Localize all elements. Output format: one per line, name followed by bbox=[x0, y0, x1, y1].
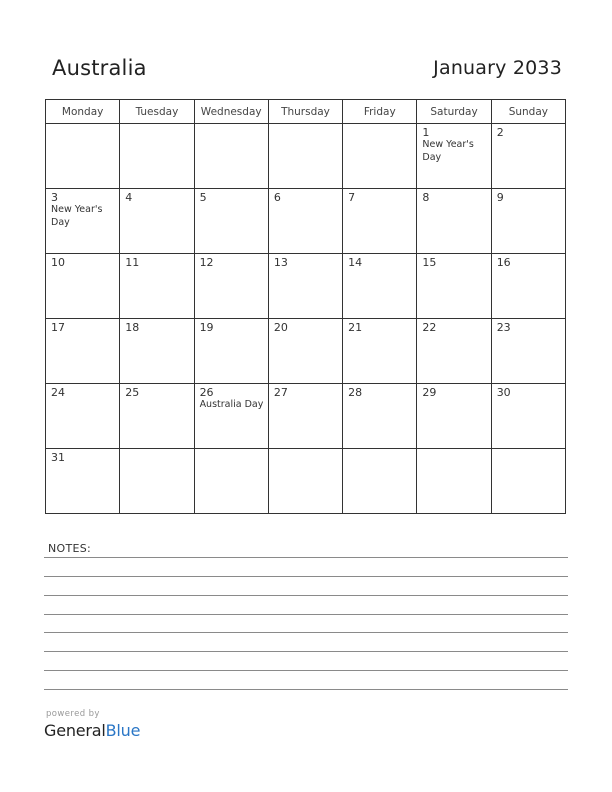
week-row bbox=[46, 189, 566, 254]
day-cell bbox=[120, 124, 194, 189]
weekday-header: Monday bbox=[46, 100, 120, 124]
day-number: 27 bbox=[273, 386, 288, 399]
week-row bbox=[46, 254, 566, 319]
day-number: 18 bbox=[125, 321, 140, 334]
day-cell bbox=[120, 384, 194, 449]
weekday-header: Sunday bbox=[491, 100, 565, 124]
day-number: 10 bbox=[51, 256, 65, 269]
day-cell bbox=[46, 319, 120, 384]
note-line bbox=[44, 614, 568, 615]
notes-label: NOTES: bbox=[48, 542, 92, 555]
day-number bbox=[120, 124, 193, 126]
month-year-title: January 2033 bbox=[433, 57, 562, 79]
day-number: 29 bbox=[422, 386, 437, 399]
day-number: 22 bbox=[422, 321, 437, 334]
day-number: 24 bbox=[51, 386, 65, 399]
day-number bbox=[269, 124, 342, 126]
day-cell bbox=[268, 319, 342, 384]
note-line bbox=[44, 595, 568, 596]
day-cell bbox=[194, 319, 268, 384]
day-cell bbox=[194, 124, 268, 189]
day-number: 3 bbox=[51, 191, 58, 204]
day-number: 9 bbox=[496, 191, 504, 204]
weekday-header-row bbox=[46, 100, 566, 124]
day-cell bbox=[343, 319, 417, 384]
day-cell bbox=[120, 189, 194, 254]
day-number: 12 bbox=[199, 256, 214, 269]
day-number: 2 bbox=[496, 126, 504, 139]
day-cell bbox=[194, 449, 268, 514]
calendar-body bbox=[46, 124, 566, 514]
weekday-header: Wednesday bbox=[194, 100, 268, 124]
day-number: 14 bbox=[348, 256, 363, 269]
note-line bbox=[44, 576, 568, 577]
day-number bbox=[343, 449, 416, 451]
day-cell bbox=[46, 124, 120, 189]
day-number: 11 bbox=[125, 256, 140, 269]
day-cell bbox=[491, 384, 565, 449]
day-cell bbox=[417, 449, 491, 514]
day-cell bbox=[194, 384, 268, 449]
day-cell bbox=[491, 124, 565, 189]
day-cell bbox=[268, 384, 342, 449]
day-cell bbox=[491, 319, 565, 384]
day-cell bbox=[120, 254, 194, 319]
day-cell bbox=[343, 449, 417, 514]
calendar-grid bbox=[45, 99, 566, 514]
day-number: 31 bbox=[51, 451, 65, 464]
brand-blue-text: Blue bbox=[105, 721, 141, 740]
day-number bbox=[195, 124, 268, 126]
day-number: 23 bbox=[496, 321, 511, 334]
day-cell bbox=[491, 254, 565, 319]
day-number: 17 bbox=[51, 321, 65, 334]
holiday-label: New Year's Day bbox=[51, 204, 103, 228]
day-cell bbox=[491, 189, 565, 254]
day-cell bbox=[268, 124, 342, 189]
day-cell bbox=[120, 449, 194, 514]
holiday-label: New Year's Day bbox=[422, 139, 474, 163]
note-line bbox=[44, 651, 568, 652]
day-number: 16 bbox=[496, 256, 511, 269]
day-number: 5 bbox=[199, 191, 207, 204]
note-line bbox=[44, 557, 568, 558]
day-cell bbox=[120, 319, 194, 384]
country-title: Australia bbox=[52, 56, 147, 80]
day-number bbox=[492, 449, 565, 451]
holiday-label: Australia Day bbox=[199, 399, 264, 410]
day-cell bbox=[491, 449, 565, 514]
weekday-header: Tuesday bbox=[120, 100, 194, 124]
day-number: 6 bbox=[273, 191, 281, 204]
day-number: 19 bbox=[199, 321, 214, 334]
day-cell bbox=[268, 254, 342, 319]
week-row bbox=[46, 384, 566, 449]
weekday-header: Friday bbox=[343, 100, 417, 124]
day-cell bbox=[417, 124, 491, 189]
weekday-header: Saturday bbox=[417, 100, 491, 124]
note-line bbox=[44, 689, 568, 690]
brand-general-text: General bbox=[44, 721, 106, 740]
note-line bbox=[44, 632, 568, 633]
day-cell bbox=[268, 189, 342, 254]
day-cell bbox=[46, 449, 120, 514]
day-cell bbox=[46, 189, 120, 254]
day-number bbox=[120, 449, 193, 451]
generalblue-logo[interactable] bbox=[44, 721, 140, 740]
powered-by-text: powered by bbox=[46, 709, 100, 719]
day-cell bbox=[417, 319, 491, 384]
week-row bbox=[46, 124, 566, 189]
day-cell bbox=[343, 189, 417, 254]
day-number: 7 bbox=[348, 191, 356, 204]
day-cell bbox=[343, 254, 417, 319]
day-number: 20 bbox=[273, 321, 288, 334]
day-number: 1 bbox=[422, 126, 430, 139]
day-cell bbox=[268, 449, 342, 514]
day-number: 4 bbox=[125, 191, 133, 204]
week-row bbox=[46, 449, 566, 514]
note-line bbox=[44, 670, 568, 671]
week-row bbox=[46, 319, 566, 384]
day-number: 13 bbox=[273, 256, 288, 269]
day-number bbox=[269, 449, 342, 451]
day-number: 21 bbox=[348, 321, 363, 334]
day-cell bbox=[343, 124, 417, 189]
day-number: 30 bbox=[496, 386, 511, 399]
day-number: 25 bbox=[125, 386, 140, 399]
weekday-header: Thursday bbox=[268, 100, 342, 124]
day-number bbox=[46, 124, 119, 126]
day-number: 28 bbox=[348, 386, 363, 399]
day-number: 8 bbox=[422, 191, 430, 204]
day-cell bbox=[46, 384, 120, 449]
day-number bbox=[343, 124, 416, 126]
day-cell bbox=[417, 254, 491, 319]
day-number: 15 bbox=[422, 256, 437, 269]
day-cell bbox=[343, 384, 417, 449]
day-cell bbox=[194, 189, 268, 254]
day-number bbox=[417, 449, 490, 451]
day-cell bbox=[417, 384, 491, 449]
day-number: 26 bbox=[199, 386, 214, 399]
day-number bbox=[195, 449, 268, 451]
day-cell bbox=[46, 254, 120, 319]
day-cell bbox=[194, 254, 268, 319]
day-cell bbox=[417, 189, 491, 254]
